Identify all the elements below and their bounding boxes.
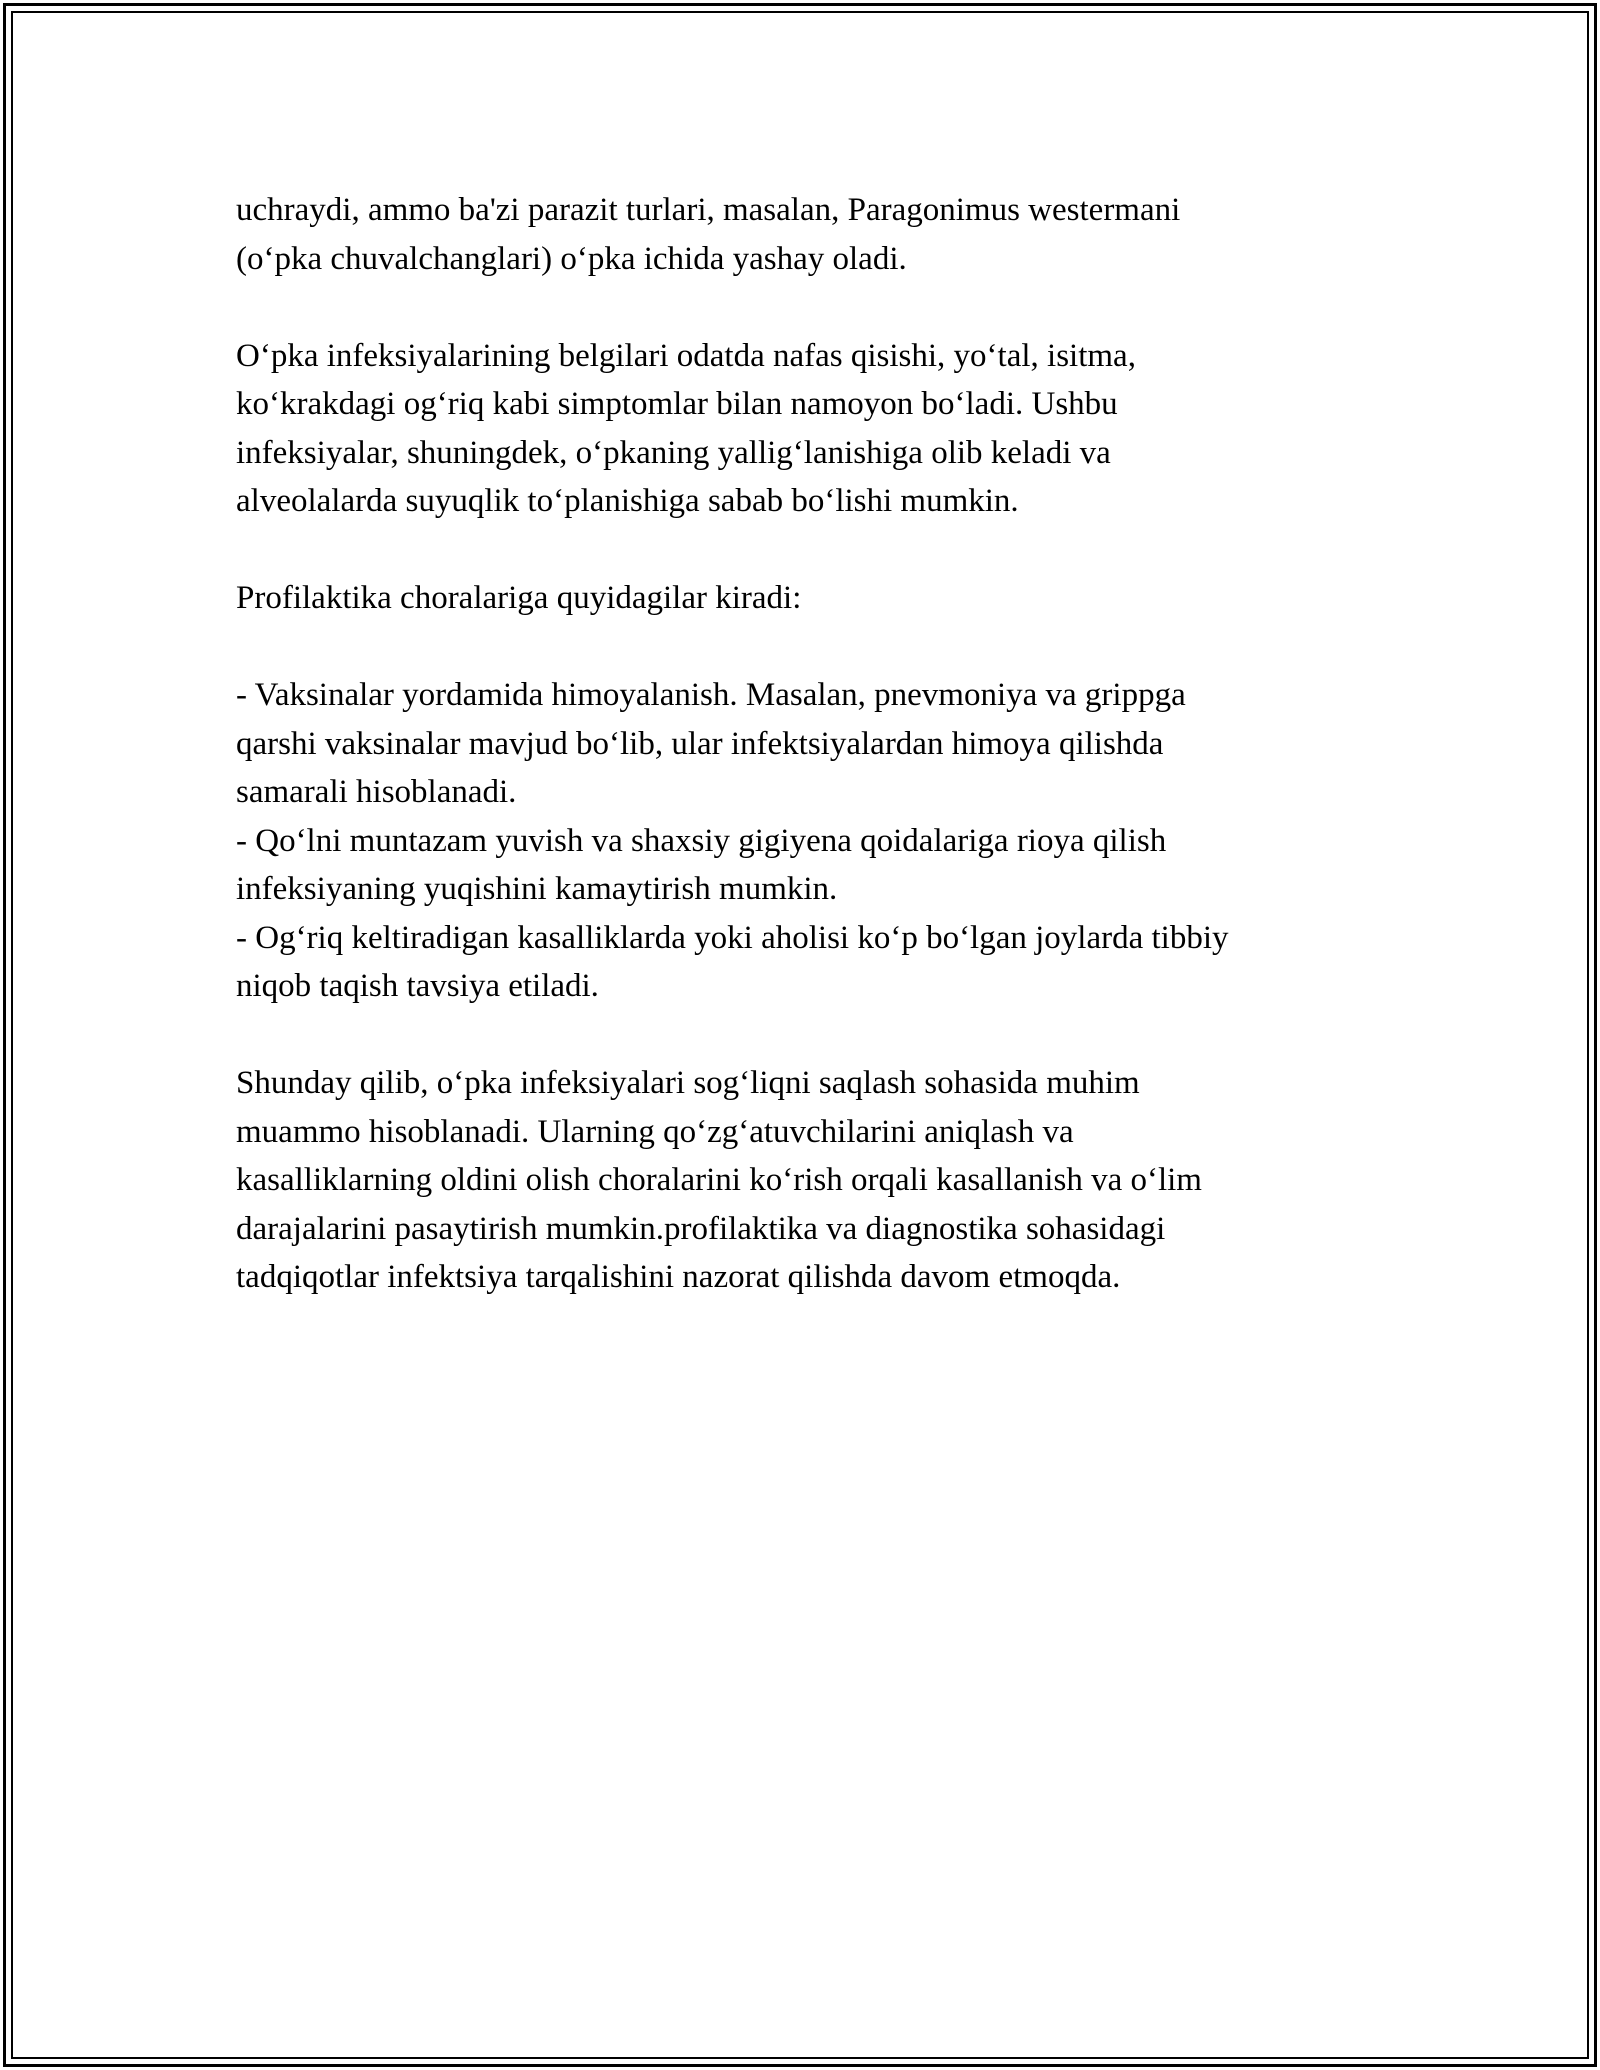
list-item-line: infeksiyaning yuqishini kamaytirish mumkin.: [236, 871, 838, 907]
prevention-list: [236, 671, 1386, 1011]
document-body: [236, 186, 1386, 1350]
paragraph-parasites: [236, 186, 1386, 283]
text-line: infeksiyalar, shuningdek, o‘pkaning yallig‘lanishiga olib keladi va: [236, 434, 1111, 471]
list-item-line: - Og‘riq keltiradigan kasalliklarda yoki aholisi ko‘p bo‘lgan joylarda tibbiy: [236, 919, 1229, 956]
paragraph-conclusion: [236, 1059, 1386, 1302]
text-line: muammo hisoblanadi. Ularning qo‘zg‘atuvchilarini aniqlash va: [236, 1113, 1074, 1150]
text-line: Profilaktika choralariga quyidagilar kiradi:: [236, 580, 802, 616]
list-item-line: qarshi vaksinalar mavjud bo‘lib, ular infektsiyalardan himoya qilishda: [236, 725, 1164, 762]
list-item-line: - Vaksinalar yordamida himoyalanish. Masalan, pnevmoniya va grippga: [236, 677, 1186, 713]
text-line: O‘pka infeksiyalarining belgilari odatda nafas qisishi, yo‘tal, isitma,: [236, 337, 1136, 374]
text-line: Shunday qilib, o‘pka infeksiyalari sog‘liqni saqlash sohasida muhim: [236, 1065, 1140, 1101]
text-line: uchraydi, ammo ba'zi parazit turlari, masalan, Paragonimus westermani: [236, 192, 1181, 228]
list-item-line: - Qo‘lni muntazam yuvish va shaxsiy gigiyena qoidalariga rioya qilish: [236, 822, 1167, 859]
list-item-line: samarali hisoblanadi.: [236, 774, 517, 810]
text-line: ko‘krakdagi og‘riq kabi simptomlar bilan namoyon bo‘ladi. Ushbu: [236, 386, 1118, 422]
list-item-line: niqob taqish tavsiya etiladi.: [236, 968, 599, 1004]
text-line: darajalarini pasaytirish mumkin.profilaktika va diagnostika sohasidagi: [236, 1210, 1166, 1247]
paragraph-symptoms: [236, 332, 1386, 526]
text-line: tadqiqotlar infektsiya tarqalishini nazorat qilishda davom etmoqda.: [236, 1259, 1121, 1295]
text-line: (o‘pka chuvalchanglari) o‘pka ichida yashay oladi.: [236, 240, 907, 277]
text-line: alveolalarda suyuqlik to‘planishiga sabab bo‘lishi mumkin.: [236, 483, 1019, 519]
paragraph-prevention-intro: [236, 574, 1386, 623]
text-line: kasalliklarning oldini olish choralarini ko‘rish orqali kasallanish va o‘lim: [236, 1162, 1202, 1198]
